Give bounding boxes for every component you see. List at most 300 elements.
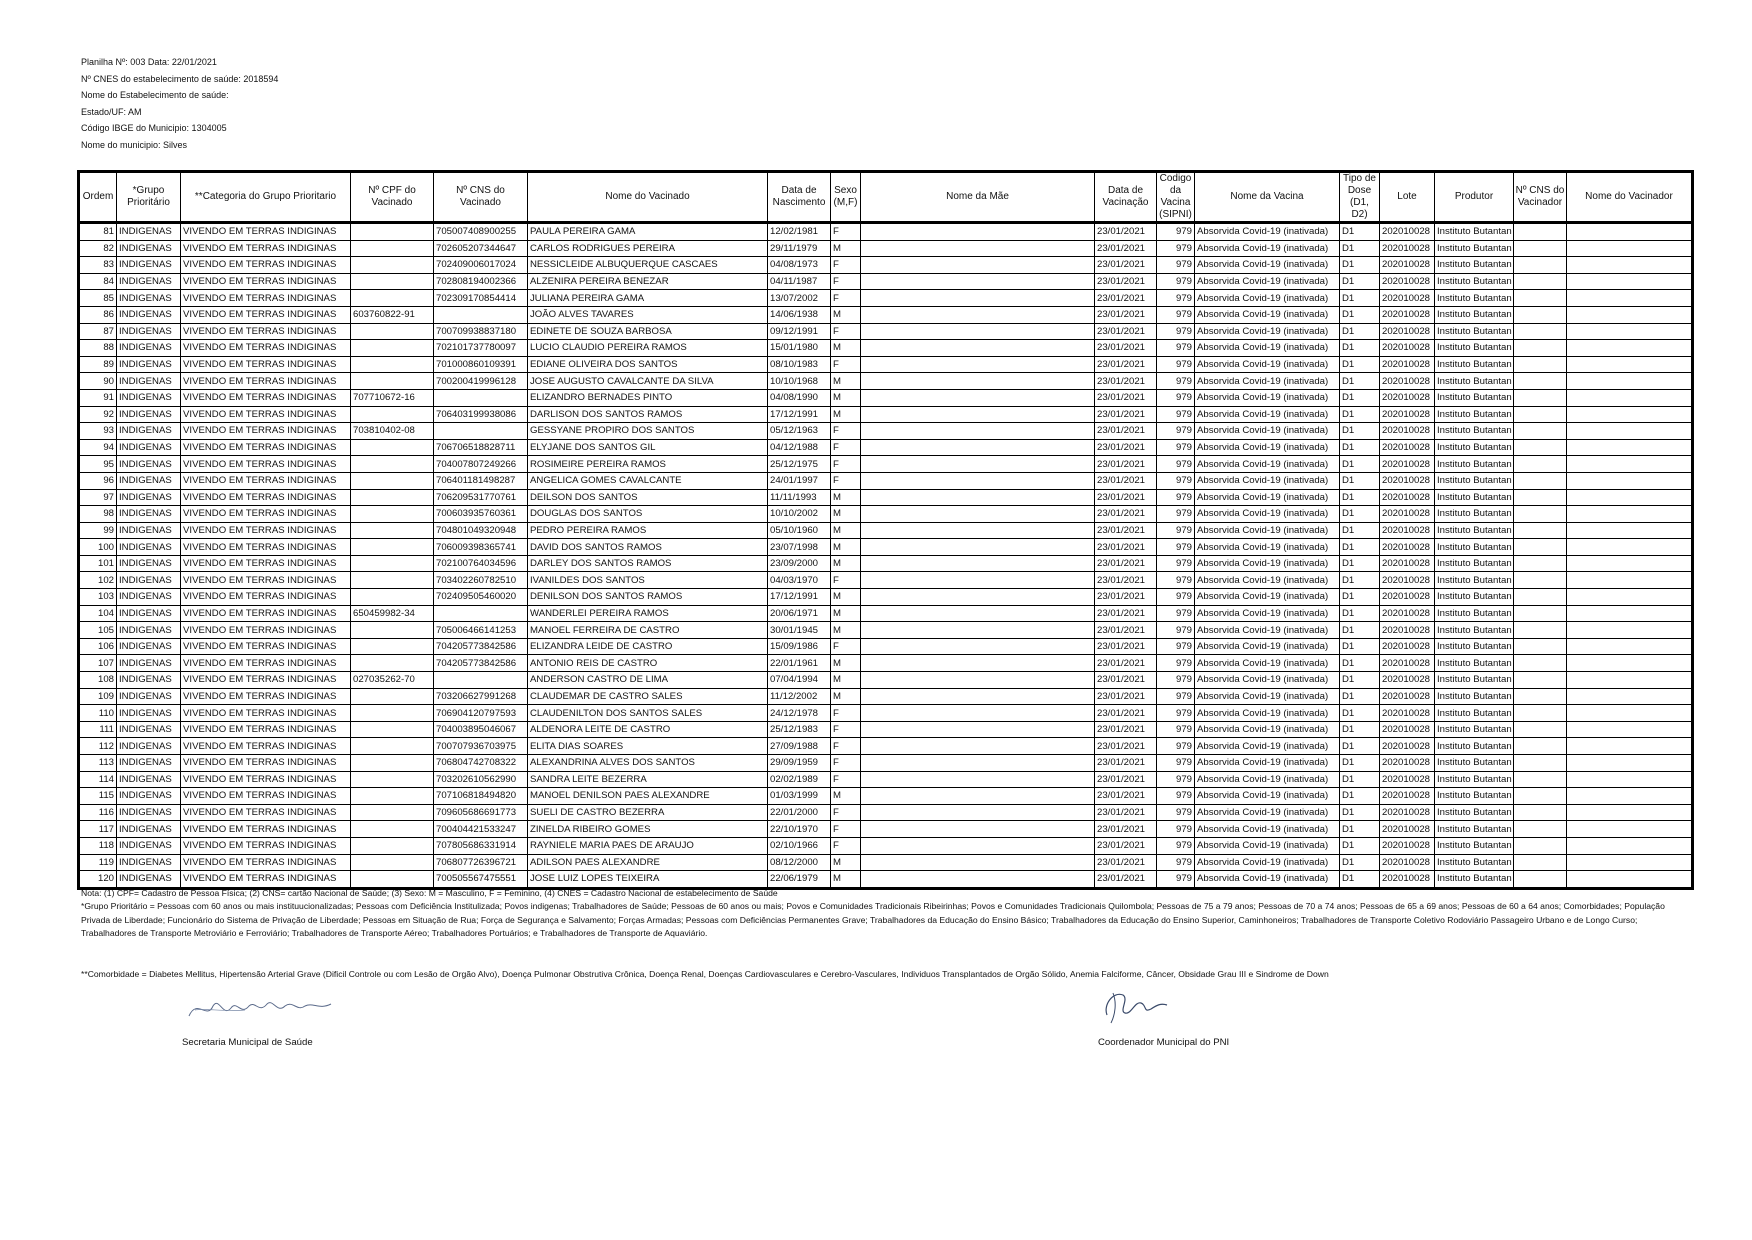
table-row xyxy=(79,323,1693,340)
table-cell: D1 xyxy=(1340,622,1380,639)
table-cell: VIVENDO EM TERRAS INDIGINAS xyxy=(181,605,351,622)
table-cell: D1 xyxy=(1340,373,1380,390)
table-cell xyxy=(861,605,1095,622)
table-cell: Absorvida Covid-19 (inativada) xyxy=(1195,854,1340,871)
table-cell: Absorvida Covid-19 (inativada) xyxy=(1195,572,1340,589)
notes-block xyxy=(81,887,1686,941)
table-cell: 95 xyxy=(79,456,117,473)
table-cell xyxy=(351,705,434,722)
table-cell: 202010028 xyxy=(1380,373,1435,390)
table-row xyxy=(79,572,1693,589)
table-cell xyxy=(1567,456,1693,473)
table-cell: 17/12/1991 xyxy=(768,589,831,606)
table-cell xyxy=(861,804,1095,821)
table-cell: 23/01/2021 xyxy=(1095,721,1157,738)
table-cell: INDIGENAS xyxy=(117,539,181,556)
table-cell: INDIGENAS xyxy=(117,837,181,854)
table-cell: F xyxy=(831,439,861,456)
table-row xyxy=(79,672,1693,689)
table-cell: VIVENDO EM TERRAS INDIGINAS xyxy=(181,506,351,523)
table-cell: Instituto Butantan xyxy=(1435,273,1514,290)
table-cell xyxy=(1567,672,1693,689)
table-row xyxy=(79,804,1693,821)
table-cell: Instituto Butantan xyxy=(1435,738,1514,755)
table-cell xyxy=(1514,456,1567,473)
table-cell: Absorvida Covid-19 (inativada) xyxy=(1195,672,1340,689)
table-cell: ALZENIRA PEREIRA BENEZAR xyxy=(528,273,768,290)
table-cell xyxy=(1567,655,1693,672)
table-cell xyxy=(351,688,434,705)
table-cell: 979 xyxy=(1157,655,1195,672)
table-cell: ZINELDA RIBEIRO GOMES xyxy=(528,821,768,838)
table-cell: 979 xyxy=(1157,804,1195,821)
table-cell: 202010028 xyxy=(1380,306,1435,323)
table-cell: INDIGENAS xyxy=(117,506,181,523)
table-cell: INDIGENAS xyxy=(117,373,181,390)
table-cell: INDIGENAS xyxy=(117,472,181,489)
table-cell: VIVENDO EM TERRAS INDIGINAS xyxy=(181,323,351,340)
table-cell: VIVENDO EM TERRAS INDIGINAS xyxy=(181,622,351,639)
table-cell: Instituto Butantan xyxy=(1435,837,1514,854)
table-cell: 114 xyxy=(79,771,117,788)
table-cell: INDIGENAS xyxy=(117,522,181,539)
table-cell xyxy=(1514,854,1567,871)
table-cell: 979 xyxy=(1157,622,1195,639)
table-cell: VIVENDO EM TERRAS INDIGINAS xyxy=(181,555,351,572)
table-cell: M xyxy=(831,672,861,689)
table-cell: 202010028 xyxy=(1380,406,1435,423)
table-cell: VIVENDO EM TERRAS INDIGINAS xyxy=(181,340,351,357)
table-cell xyxy=(351,755,434,772)
table-cell xyxy=(351,223,434,241)
table-cell: 202010028 xyxy=(1380,771,1435,788)
table-cell: 706804742708322 xyxy=(434,755,528,772)
table-cell: Instituto Butantan xyxy=(1435,522,1514,539)
table-cell: 202010028 xyxy=(1380,340,1435,357)
table-cell: Absorvida Covid-19 (inativada) xyxy=(1195,721,1340,738)
table-cell xyxy=(1567,356,1693,373)
table-row xyxy=(79,406,1693,423)
table-cell xyxy=(1514,788,1567,805)
table-cell: 700707936703975 xyxy=(434,738,528,755)
table-cell xyxy=(1514,323,1567,340)
table-cell: 979 xyxy=(1157,788,1195,805)
table-cell xyxy=(1567,555,1693,572)
table-cell: D1 xyxy=(1340,655,1380,672)
table-cell xyxy=(861,721,1095,738)
table-cell: IVANILDES DOS SANTOS xyxy=(528,572,768,589)
table-cell: M xyxy=(831,871,861,889)
table-row xyxy=(79,506,1693,523)
table-cell: 702409505460020 xyxy=(434,589,528,606)
table-cell: 979 xyxy=(1157,638,1195,655)
table-cell xyxy=(861,672,1095,689)
table-cell: 14/06/1938 xyxy=(768,306,831,323)
table-cell: 04/12/1988 xyxy=(768,439,831,456)
planilha-line: Planilha Nº: 003 Data: 22/01/2021 xyxy=(81,57,217,67)
table-cell: 09/12/1991 xyxy=(768,323,831,340)
table-cell: F xyxy=(831,804,861,821)
table-cell xyxy=(351,356,434,373)
table-cell: Instituto Butantan xyxy=(1435,755,1514,772)
table-cell xyxy=(1514,755,1567,772)
table-cell: Absorvida Covid-19 (inativada) xyxy=(1195,522,1340,539)
table-cell xyxy=(351,373,434,390)
table-cell: 86 xyxy=(79,306,117,323)
table-cell: Absorvida Covid-19 (inativada) xyxy=(1195,423,1340,440)
table-cell: INDIGENAS xyxy=(117,323,181,340)
table-cell: 979 xyxy=(1157,605,1195,622)
table-cell: 25/12/1975 xyxy=(768,456,831,473)
table-cell xyxy=(861,854,1095,871)
table-cell: INDIGENAS xyxy=(117,589,181,606)
table-cell: Absorvida Covid-19 (inativada) xyxy=(1195,804,1340,821)
table-cell: 979 xyxy=(1157,273,1195,290)
table-cell xyxy=(351,439,434,456)
table-cell: D1 xyxy=(1340,489,1380,506)
table-cell: 979 xyxy=(1157,854,1195,871)
table-cell: 23/01/2021 xyxy=(1095,788,1157,805)
table-cell: 106 xyxy=(79,638,117,655)
table-cell: VIVENDO EM TERRAS INDIGINAS xyxy=(181,522,351,539)
table-cell: VIVENDO EM TERRAS INDIGINAS xyxy=(181,539,351,556)
table-cell xyxy=(861,622,1095,639)
column-header: Nº CPF do Vacinado xyxy=(351,172,434,223)
table-cell: 979 xyxy=(1157,771,1195,788)
table-cell: Instituto Butantan xyxy=(1435,489,1514,506)
table-cell: 23/09/2000 xyxy=(768,555,831,572)
table-cell: 82 xyxy=(79,240,117,257)
table-cell xyxy=(351,638,434,655)
table-cell xyxy=(861,406,1095,423)
table-cell: VIVENDO EM TERRAS INDIGINAS xyxy=(181,755,351,772)
municipio-line: Nome do municipio: Silves xyxy=(81,139,188,150)
table-cell xyxy=(351,871,434,889)
table-cell: 202010028 xyxy=(1380,423,1435,440)
table-cell: ADILSON PAES ALEXANDRE xyxy=(528,854,768,871)
table-cell: D1 xyxy=(1340,472,1380,489)
table-cell: 23/01/2021 xyxy=(1095,489,1157,506)
table-cell: 96 xyxy=(79,472,117,489)
table-cell xyxy=(1514,572,1567,589)
table-cell: VIVENDO EM TERRAS INDIGINAS xyxy=(181,721,351,738)
table-cell xyxy=(861,373,1095,390)
table-cell: 704003895046067 xyxy=(434,721,528,738)
table-cell: INDIGENAS xyxy=(117,240,181,257)
table-cell: D1 xyxy=(1340,589,1380,606)
table-cell: VIVENDO EM TERRAS INDIGINAS xyxy=(181,290,351,307)
table-cell: ELYJANE DOS SANTOS GIL xyxy=(528,439,768,456)
table-cell: 23/01/2021 xyxy=(1095,522,1157,539)
table-cell xyxy=(1567,788,1693,805)
table-cell: 979 xyxy=(1157,555,1195,572)
table-cell: Absorvida Covid-19 (inativada) xyxy=(1195,539,1340,556)
table-cell: Instituto Butantan xyxy=(1435,605,1514,622)
table-cell xyxy=(1514,373,1567,390)
table-cell: 23/01/2021 xyxy=(1095,755,1157,772)
table-cell: VIVENDO EM TERRAS INDIGINAS xyxy=(181,389,351,406)
table-cell: VIVENDO EM TERRAS INDIGINAS xyxy=(181,406,351,423)
table-cell: 704205773842586 xyxy=(434,638,528,655)
table-cell: M xyxy=(831,522,861,539)
vaccination-table xyxy=(77,170,1694,890)
table-cell: Instituto Butantan xyxy=(1435,821,1514,838)
table-cell xyxy=(1514,638,1567,655)
table-cell xyxy=(1514,589,1567,606)
ibge-line: Código IBGE do Municipio: 1304005 xyxy=(81,123,227,133)
table-cell: Absorvida Covid-19 (inativada) xyxy=(1195,821,1340,838)
table-row xyxy=(79,871,1693,889)
table-row xyxy=(79,705,1693,722)
table-cell: 110 xyxy=(79,705,117,722)
left-signature-image xyxy=(185,992,335,1028)
table-cell: INDIGENAS xyxy=(117,854,181,871)
table-cell: 979 xyxy=(1157,589,1195,606)
table-cell: MANOEL FERREIRA DE CASTRO xyxy=(528,622,768,639)
table-cell: VIVENDO EM TERRAS INDIGINAS xyxy=(181,638,351,655)
table-cell xyxy=(1514,821,1567,838)
table-cell xyxy=(1567,638,1693,655)
table-cell xyxy=(1567,472,1693,489)
table-cell: D1 xyxy=(1340,389,1380,406)
table-cell xyxy=(1514,837,1567,854)
table-cell: DARLEY DOS SANTOS RAMOS xyxy=(528,555,768,572)
table-cell: Instituto Butantan xyxy=(1435,472,1514,489)
table-cell: 979 xyxy=(1157,688,1195,705)
table-cell xyxy=(351,472,434,489)
table-cell xyxy=(861,273,1095,290)
table-cell: Absorvida Covid-19 (inativada) xyxy=(1195,257,1340,274)
table-cell: 202010028 xyxy=(1380,804,1435,821)
table-cell: 91 xyxy=(79,389,117,406)
table-cell xyxy=(351,804,434,821)
table-cell: 603760822-91 xyxy=(351,306,434,323)
table-cell xyxy=(1567,804,1693,821)
table-cell: 118 xyxy=(79,837,117,854)
table-cell: 706807726396721 xyxy=(434,854,528,871)
table-cell: Absorvida Covid-19 (inativada) xyxy=(1195,788,1340,805)
table-cell: ELIZANDRO BERNADES PINTO xyxy=(528,389,768,406)
table-cell xyxy=(861,788,1095,805)
table-cell: D1 xyxy=(1340,738,1380,755)
table-cell xyxy=(1567,522,1693,539)
table-cell xyxy=(351,771,434,788)
table-cell xyxy=(351,240,434,257)
table-cell: 202010028 xyxy=(1380,622,1435,639)
table-cell xyxy=(1514,340,1567,357)
table-cell: INDIGENAS xyxy=(117,456,181,473)
table-cell xyxy=(861,555,1095,572)
table-cell xyxy=(1567,622,1693,639)
table-cell xyxy=(1514,406,1567,423)
table-cell: 23/01/2021 xyxy=(1095,406,1157,423)
table-cell: VIVENDO EM TERRAS INDIGINAS xyxy=(181,854,351,871)
table-cell: 94 xyxy=(79,439,117,456)
table-cell: INDIGENAS xyxy=(117,356,181,373)
table-cell xyxy=(351,522,434,539)
table-cell: INDIGENAS xyxy=(117,572,181,589)
table-cell: CARLOS RODRIGUES PEREIRA xyxy=(528,240,768,257)
table-cell: Instituto Butantan xyxy=(1435,306,1514,323)
column-header: Data de Vacinação xyxy=(1095,172,1157,223)
table-cell: 979 xyxy=(1157,356,1195,373)
table-cell: ANGELICA GOMES CAVALCANTE xyxy=(528,472,768,489)
table-cell: F xyxy=(831,273,861,290)
table-cell: Instituto Butantan xyxy=(1435,406,1514,423)
table-cell: ELITA DIAS SOARES xyxy=(528,738,768,755)
table-cell: 979 xyxy=(1157,223,1195,241)
table-cell xyxy=(861,456,1095,473)
column-header: Lote xyxy=(1380,172,1435,223)
table-cell: INDIGENAS xyxy=(117,223,181,241)
table-cell: Instituto Butantan xyxy=(1435,622,1514,639)
table-cell: Instituto Butantan xyxy=(1435,290,1514,307)
table-cell: D1 xyxy=(1340,572,1380,589)
table-cell: Absorvida Covid-19 (inativada) xyxy=(1195,705,1340,722)
table-cell: F xyxy=(831,821,861,838)
table-cell: 102 xyxy=(79,572,117,589)
table-cell: M xyxy=(831,340,861,357)
table-cell: SANDRA LEITE BEZERRA xyxy=(528,771,768,788)
table-cell xyxy=(1514,555,1567,572)
table-cell: INDIGENAS xyxy=(117,655,181,672)
table-cell: VIVENDO EM TERRAS INDIGINAS xyxy=(181,423,351,440)
table-cell: 103 xyxy=(79,589,117,606)
table-cell xyxy=(1514,389,1567,406)
table-cell: 202010028 xyxy=(1380,439,1435,456)
table-cell xyxy=(1567,406,1693,423)
table-cell: 979 xyxy=(1157,506,1195,523)
table-row xyxy=(79,223,1693,241)
table-cell: INDIGENAS xyxy=(117,273,181,290)
table-cell: INDIGENAS xyxy=(117,755,181,772)
table-cell: 202010028 xyxy=(1380,240,1435,257)
table-cell: VIVENDO EM TERRAS INDIGINAS xyxy=(181,257,351,274)
table-cell: INDIGENAS xyxy=(117,290,181,307)
table-cell: 23/01/2021 xyxy=(1095,821,1157,838)
table-cell: F xyxy=(831,721,861,738)
table-cell: 97 xyxy=(79,489,117,506)
table-cell: Instituto Butantan xyxy=(1435,223,1514,241)
table-cell: 202010028 xyxy=(1380,273,1435,290)
table-cell: 202010028 xyxy=(1380,506,1435,523)
table-cell xyxy=(1567,389,1693,406)
table-cell: VIVENDO EM TERRAS INDIGINAS xyxy=(181,672,351,689)
table-cell: 705007408900255 xyxy=(434,223,528,241)
table-cell: INDIGENAS xyxy=(117,439,181,456)
table-cell: 707106818494820 xyxy=(434,788,528,805)
column-header: Codigo da Vacina (SIPNI) xyxy=(1157,172,1195,223)
table-cell: Absorvida Covid-19 (inativada) xyxy=(1195,738,1340,755)
table-cell: 23/01/2021 xyxy=(1095,871,1157,889)
table-cell: VIVENDO EM TERRAS INDIGINAS xyxy=(181,306,351,323)
table-cell: JOSE LUIZ LOPES TEIXEIRA xyxy=(528,871,768,889)
table-cell xyxy=(861,306,1095,323)
table-cell: ANDERSON CASTRO DE LIMA xyxy=(528,672,768,689)
table-cell: INDIGENAS xyxy=(117,688,181,705)
table-cell: ELIZANDRA LEIDE DE CASTRO xyxy=(528,638,768,655)
table-cell xyxy=(1567,871,1693,889)
table-cell: 99 xyxy=(79,522,117,539)
table-cell: 23/01/2021 xyxy=(1095,273,1157,290)
table-cell: WANDERLEI PEREIRA RAMOS xyxy=(528,605,768,622)
table-cell: Absorvida Covid-19 (inativada) xyxy=(1195,555,1340,572)
table-cell: PEDRO PEREIRA RAMOS xyxy=(528,522,768,539)
table-cell xyxy=(351,837,434,854)
table-cell: 706706518828711 xyxy=(434,439,528,456)
table-row xyxy=(79,489,1693,506)
table-cell: F xyxy=(831,257,861,274)
table-cell xyxy=(351,589,434,606)
table-cell: CLAUDENILTON DOS SANTOS SALES xyxy=(528,705,768,722)
table-cell: 23/07/1998 xyxy=(768,539,831,556)
table-cell xyxy=(1567,223,1693,241)
table-cell: Absorvida Covid-19 (inativada) xyxy=(1195,323,1340,340)
table-cell: 04/11/1987 xyxy=(768,273,831,290)
column-header: Tipo de Dose (D1, D2) xyxy=(1340,172,1380,223)
table-cell: 05/10/1960 xyxy=(768,522,831,539)
table-cell: 202010028 xyxy=(1380,522,1435,539)
table-cell: M xyxy=(831,489,861,506)
table-cell: 706403199938086 xyxy=(434,406,528,423)
table-cell xyxy=(351,622,434,639)
table-cell: Instituto Butantan xyxy=(1435,688,1514,705)
table-cell xyxy=(1514,721,1567,738)
table-cell xyxy=(351,290,434,307)
table-cell: D1 xyxy=(1340,223,1380,241)
table-cell xyxy=(861,821,1095,838)
table-cell: Instituto Butantan xyxy=(1435,323,1514,340)
table-cell: 979 xyxy=(1157,489,1195,506)
table-cell: INDIGENAS xyxy=(117,340,181,357)
table-cell: 202010028 xyxy=(1380,257,1435,274)
table-cell: VIVENDO EM TERRAS INDIGINAS xyxy=(181,771,351,788)
table-cell xyxy=(861,705,1095,722)
table-cell xyxy=(434,423,528,440)
table-cell: 27/09/1988 xyxy=(768,738,831,755)
table-cell: F xyxy=(831,755,861,772)
table-cell: 202010028 xyxy=(1380,854,1435,871)
table-cell xyxy=(351,655,434,672)
table-cell: 23/01/2021 xyxy=(1095,356,1157,373)
table-cell: M xyxy=(831,373,861,390)
table-cell: Absorvida Covid-19 (inativada) xyxy=(1195,290,1340,307)
table-cell: D1 xyxy=(1340,456,1380,473)
table-cell xyxy=(1567,306,1693,323)
table-cell: 22/10/1970 xyxy=(768,821,831,838)
table-cell: 105 xyxy=(79,622,117,639)
table-cell: 92 xyxy=(79,406,117,423)
table-cell: 979 xyxy=(1157,439,1195,456)
table-cell: M xyxy=(831,854,861,871)
table-cell xyxy=(861,489,1095,506)
table-cell: 20/06/1971 xyxy=(768,605,831,622)
table-cell: 23/01/2021 xyxy=(1095,854,1157,871)
table-row xyxy=(79,688,1693,705)
right-signature-image xyxy=(1095,985,1175,1027)
table-cell xyxy=(1567,539,1693,556)
table-cell xyxy=(1567,423,1693,440)
table-cell: Instituto Butantan xyxy=(1435,340,1514,357)
table-cell xyxy=(351,721,434,738)
table-cell xyxy=(861,257,1095,274)
table-cell xyxy=(1567,821,1693,838)
table-cell xyxy=(351,340,434,357)
table-cell: 23/01/2021 xyxy=(1095,290,1157,307)
table-cell: 202010028 xyxy=(1380,655,1435,672)
table-cell: M xyxy=(831,506,861,523)
table-cell: EDIANE OLIVEIRA DOS SANTOS xyxy=(528,356,768,373)
